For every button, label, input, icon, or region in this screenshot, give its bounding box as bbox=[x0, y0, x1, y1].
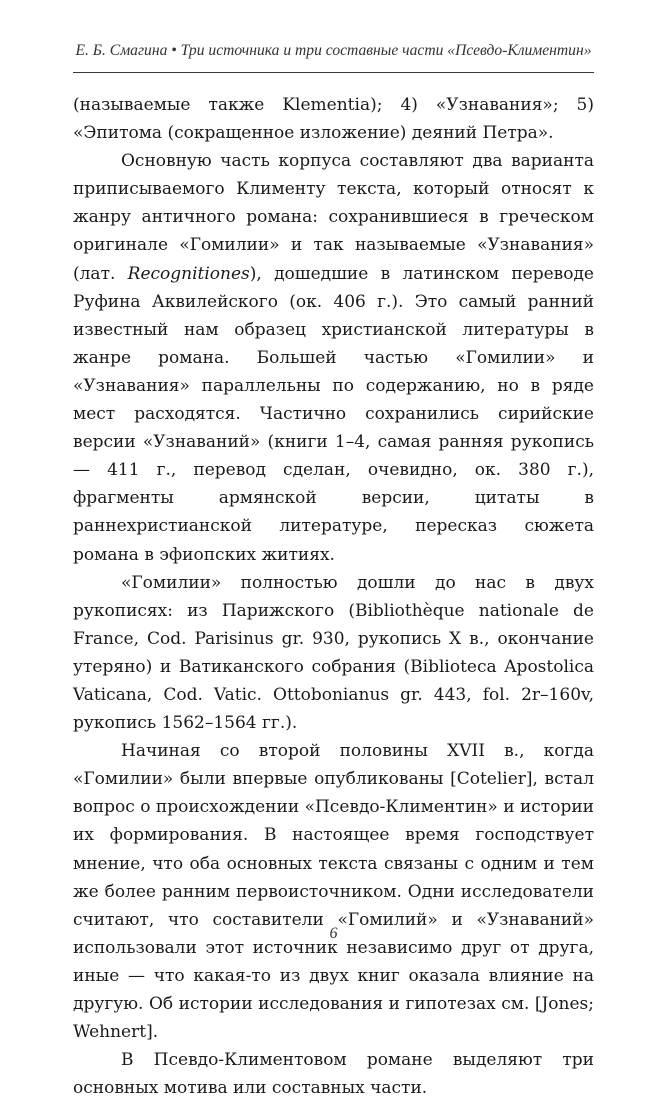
paragraph-2-start: Основную часть корпуса составляют два варианта приписываемого Клименту текста, который относят к жанру античного романа: сохранившиеся в греческом оригинале «Гомилии» и так называемые «Узнавания» (лат. bbox=[73, 151, 594, 284]
body-text bbox=[73, 91, 594, 1102]
paragraph-5: В Псевдо-Климентовом романе выделяют три основных мотива или составных части. bbox=[73, 1050, 594, 1099]
paragraph-2-end: ), дошедшие в латинском переводе Руфина Аквилейского (ок. 406 г.). Это самый ранний известный нам образец христианской литературы в жанре романа. Большей частью «Гомилии» и «Узнавания» параллельны по содержанию, но в ряде мест расходятся. Частично сохранились сирийские версии «Узнаваний» (книги 1–4, самая ранняя рукопись — 411 г., перевод сделан, очевидно, ок. 380 г.), фрагменты армянской версии, цитаты в раннехристианской литературе, пересказ сюжета романа в эфиопских житиях. bbox=[73, 263, 594, 565]
paragraph-4: Начиная со второй половины XVII в., когда «Гомилии» были впервые опубликованы [Cotelier], встал вопрос о происхождении «Псевдо-Климентин» и истории их формирования. В настоящее время господствует мнение, что оба основных текста связаны с одним и тем же более ранним первоисточником. Одни исследователи считают, что составители «Гомилий» и «Узнаваний» использовали этот источник независимо друг от друга, иные — что какая-то из двух книг оказала влияние на другую. Об истории исследования и гипотезах см. [Jones; Wehnert]. bbox=[73, 741, 594, 1043]
running-header: Е. Б. Смагина • Три источника и три составные части «Псевдо-Климентин» bbox=[75, 42, 592, 59]
header-rule bbox=[73, 72, 594, 73]
paragraph-1: (называемые также Klementia); 4) «Узнавания»; 5) «Эпитома (сокращенное изложение) деяний Петра». bbox=[73, 95, 594, 144]
page-number: 6 bbox=[329, 925, 338, 942]
paragraph-3: «Гомилии» полностью дошли до нас в двух рукописях: из Парижского (Bibliothèque nationale de France, Cod. Parisinus gr. 930, рукопись X в., окончание утеряно) и Ватиканского собрания (Biblioteca Apostolica Vaticana, Cod. Vatic. Ottobonianus gr. 443, fol. 2r–160v, рукопись 1562–1564 гг.). bbox=[73, 572, 594, 734]
latin-title-recognitiones: Recognitiones bbox=[127, 263, 250, 284]
paragraph-2 bbox=[73, 147, 594, 568]
